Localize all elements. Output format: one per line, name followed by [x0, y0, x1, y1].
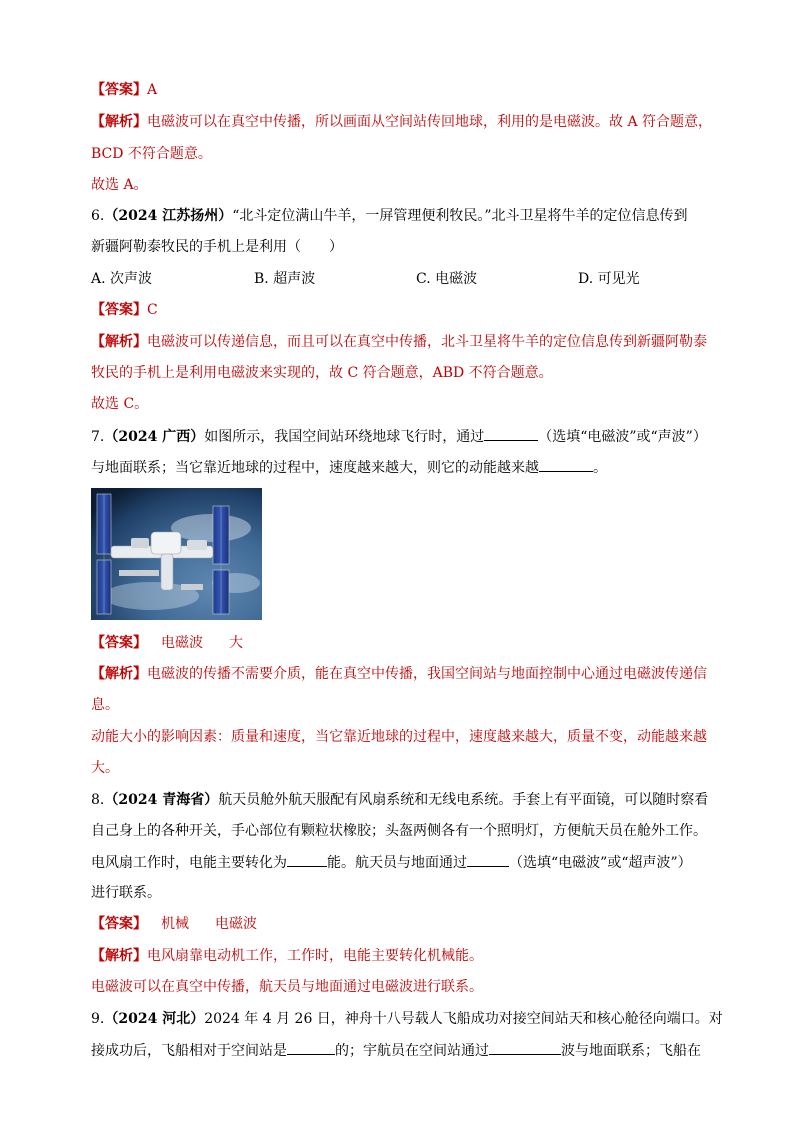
- question-7: [91, 426, 707, 447]
- answer-value: 电磁波: [215, 916, 257, 932]
- question-text: 电风扇工作时，电能主要转化为: [91, 855, 287, 871]
- question-number: 9.: [91, 1011, 105, 1027]
- explanation-tag: 【解析】: [91, 114, 147, 130]
- explanation-line-3: 动能大小的影响因素：质量和速度，当它靠近地球的过程中，速度越来越大，质量不变，动能越来越: [91, 729, 707, 745]
- question-7-cont: [91, 457, 607, 478]
- answer-line: [91, 80, 157, 100]
- explanation-line: [91, 112, 712, 132]
- question-9-cont: [91, 1040, 701, 1061]
- question-8: [91, 790, 708, 810]
- answer-blank: [484, 426, 538, 441]
- explanation-line: [91, 946, 483, 966]
- answer-blank: [287, 852, 327, 867]
- answer-value: 大: [229, 635, 243, 651]
- explanation-line-2: 息。: [91, 697, 119, 713]
- explanation-text: 电风扇靠电动机工作，工作时，电能主要转化机械能。: [147, 948, 483, 964]
- question-text: 接成功后，飞船相对于空间站是: [91, 1043, 287, 1059]
- question-8-cont-3: 进行联系。: [91, 885, 161, 901]
- answer-line: [91, 633, 243, 653]
- answer-line: [91, 300, 158, 320]
- question-number: 6.: [91, 208, 105, 224]
- conclusion-line: 故选 C。: [91, 396, 149, 412]
- question-text: 波与地面联系；飞船在: [561, 1043, 701, 1059]
- question-6-cont: 新疆阿勒泰牧民的手机上是利用（ ）: [91, 239, 343, 255]
- explanation-line: [91, 664, 707, 684]
- question-text: “北斗定位满山牛羊，一屏管理便利牧民。”北斗卫星将牛羊的定位信息传到: [232, 208, 688, 224]
- question-source: （2024 河北）: [104, 1011, 205, 1027]
- question-text: 航天员舱外航天服配有风扇系统和无线电系统。手套上有平面镜，可以随时察看: [218, 792, 709, 808]
- question-source: （2024 广西）: [104, 429, 205, 445]
- answer-tag: 【答案】: [91, 302, 147, 318]
- answer-value: 电磁波: [161, 635, 203, 651]
- explanation-text: 电磁波可以在真空中传播，所以画面从空间站传回地球，利用的是电磁波。故 A 符合题意，: [147, 114, 713, 130]
- question-text: 的；宇航员在空间站通过: [335, 1043, 489, 1059]
- question-number: 8.: [91, 792, 105, 808]
- space-station-illustration: [91, 488, 262, 620]
- explanation-tag: 【解析】: [91, 948, 147, 964]
- question-8-cont-2: [91, 852, 692, 873]
- question-6: [91, 206, 688, 226]
- explanation-line: [91, 332, 707, 352]
- question-text: 2024 年 4 月 26 日，神舟十八号载人飞船成功对接空间站天和核心舱径向端口。对: [204, 1011, 723, 1027]
- answer-blank: [489, 1040, 561, 1055]
- answer-tag: 【答案】: [91, 916, 147, 932]
- explanation-line-2: 牧民的手机上是利用电磁波来实现的，故 C 符合题意，ABD 不符合题意。: [91, 365, 553, 381]
- question-text: 如图所示，我国空间站环绕地球飞行时，通过: [204, 429, 485, 445]
- question-8-cont: 自己身上的各种开关，手心部位有颗粒状橡胶；头盔两侧各有一个照明灯，方便航天员在舱外工作。: [91, 823, 707, 839]
- space-station-photo: [91, 488, 262, 620]
- question-text: 能。航天员与地面通过: [327, 855, 467, 871]
- answer-tag: 【答案】: [91, 635, 147, 651]
- question-text: 与地面联系；当它靠近地球的过程中，速度越来越大，则它的动能越来越: [91, 460, 539, 476]
- question-text: 。: [593, 460, 607, 476]
- answer-blank: [287, 1040, 335, 1055]
- conclusion-line: 故选 A。: [91, 177, 148, 193]
- question-number: 7.: [91, 429, 105, 445]
- explanation-text: 电磁波可以传递信息，而且可以在真空中传播，北斗卫星将牛羊的定位信息传到新疆阿勒泰: [147, 334, 707, 350]
- answer-tag: 【答案】: [91, 82, 147, 98]
- answer-value: 机械: [161, 916, 189, 932]
- question-source: （2024 江苏扬州）: [104, 208, 233, 224]
- explanation-tag: 【解析】: [91, 334, 147, 350]
- question-text: （选填“电磁波”或“超声波”）: [509, 855, 692, 871]
- option-b: B. 超声波: [254, 271, 316, 287]
- answer-value: A: [147, 82, 158, 98]
- answer-line: [91, 914, 257, 934]
- explanation-line-2: 电磁波可以在真空中传播，航天员与地面通过电磁波进行联系。: [91, 979, 483, 995]
- question-source: （2024 青海省）: [104, 792, 219, 808]
- explanation-line-2: BCD 不符合题意。: [91, 146, 212, 162]
- option-d: D. 可见光: [578, 271, 640, 287]
- option-c: C. 电磁波: [416, 271, 478, 287]
- explanation-tag: 【解析】: [91, 666, 147, 682]
- question-text: （选填“电磁波”或“声波”）: [538, 429, 707, 445]
- question-9: [91, 1009, 723, 1029]
- explanation-line-4: 大。: [91, 760, 119, 776]
- explanation-text: 电磁波的传播不需要介质，能在真空中传播，我国空间站与地面控制中心通过电磁波传递信: [147, 666, 707, 682]
- answer-value: C: [147, 302, 158, 318]
- option-a: A. 次声波: [91, 271, 153, 287]
- answer-blank: [467, 852, 509, 867]
- answer-blank: [539, 457, 593, 472]
